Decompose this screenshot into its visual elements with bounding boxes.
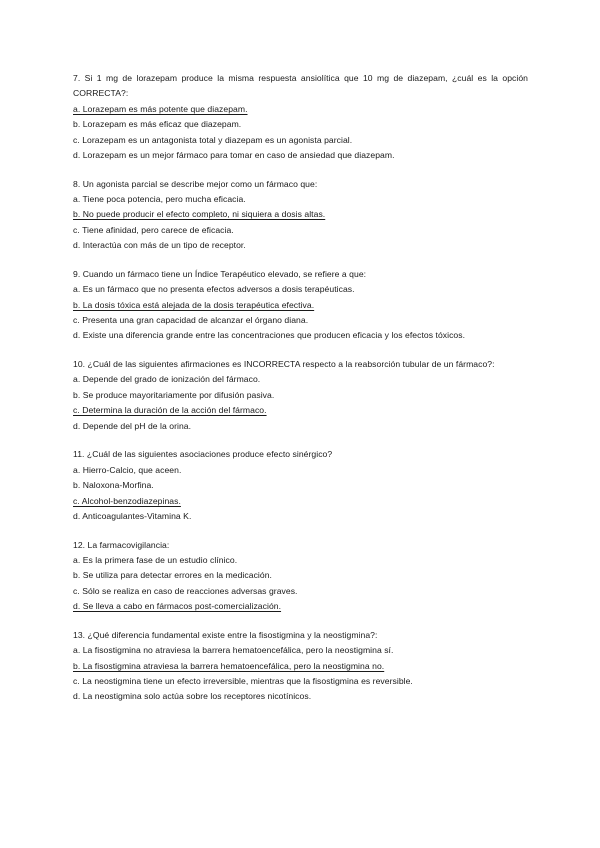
option-b: b. Lorazepam es más eficaz que diazepam. <box>73 119 242 130</box>
option-b-correct: b. No puede producir el efecto completo, ni siquiera a dosis altas. <box>73 209 326 220</box>
option-c-correct: c. Determina la duración de la acción del fármaco. <box>73 405 267 416</box>
question-7 <box>73 71 528 163</box>
question-stem: 8. Un agonista parcial se describe mejor como un fármaco que: <box>73 178 318 189</box>
option-a: a. La fisostigmina no atraviesa la barrera hematoencefálica, pero la neostigmina sí. <box>73 645 394 656</box>
quiz-page <box>73 71 528 718</box>
option-a-correct: a. Lorazepam es más potente que diazepam. <box>73 103 248 114</box>
option-d: d. La neostigmina solo actúa sobre los receptores nicotínicos. <box>73 691 312 702</box>
option-b-correct: b. La dosis tóxica está alejada de la dosis terapéutica efectiva. <box>73 299 315 310</box>
option-c: c. Sólo se realiza en caso de reacciones adversas graves. <box>73 585 298 596</box>
option-d: d. Lorazepam es un mejor fármaco para tomar en caso de ansiedad que diazepam. <box>73 150 395 161</box>
question-stem: 10. ¿Cuál de las siguientes afirmaciones es INCORRECTA respecto a la reabsorción tubular de un fármaco?: <box>73 359 495 370</box>
option-c: c. Tiene afinidad, pero carece de eficacia. <box>73 224 234 235</box>
option-a: a. Hierro-Calcio, que aceen. <box>73 464 182 475</box>
option-c: c. Presenta una gran capacidad de alcanzar el órgano diana. <box>73 315 309 326</box>
question-10 <box>73 357 528 434</box>
question-stem: 7. Si 1 mg de lorazepam produce la misma respuesta ansiolítica que 10 mg de diazepam, ¿cuál es la opción CORRECTA?: <box>73 73 528 99</box>
option-d: d. Depende del pH de la orina. <box>73 420 192 431</box>
question-9 <box>73 267 528 344</box>
option-c: c. Lorazepam es un antagonista total y diazepam es un agonista parcial. <box>73 134 353 145</box>
option-c: c. La neostigmina tiene un efecto irreversible, mientras que la fisostigmina es reversible. <box>73 675 413 686</box>
option-a: a. Depende del grado de ionización del fármaco. <box>73 374 261 385</box>
option-b: b. Se utiliza para detectar errores en la medicación. <box>73 570 272 581</box>
option-d-correct: d. Se lleva a cabo en fármacos post-comercialización. <box>73 601 282 612</box>
question-11 <box>73 447 528 524</box>
option-a: a. Tiene poca potencia, pero mucha eficacia. <box>73 194 246 205</box>
option-b: b. Naloxona-Morfina. <box>73 480 154 491</box>
option-d: d. Existe una diferencia grande entre las concentraciones que producen eficacia y los efectos tóxicos. <box>73 330 466 341</box>
question-stem: 13. ¿Qué diferencia fundamental existe entre la fisostigmina y la neostigmina?: <box>73 629 378 640</box>
question-13 <box>73 628 528 705</box>
option-c-correct: c. Alcohol-benzodiazepinas. <box>73 495 181 506</box>
question-12 <box>73 538 528 615</box>
option-a: a. Es un fármaco que no presenta efectos adversos a dosis terapéuticas. <box>73 284 355 295</box>
question-stem: 11. ¿Cuál de las siguientes asociaciones produce efecto sinérgico? <box>73 449 333 460</box>
option-d: d. Anticoagulantes-Vitamina K. <box>73 510 192 521</box>
question-stem: 9. Cuando un fármaco tiene un Índice Terapéutico elevado, se refiere a que: <box>73 268 367 279</box>
option-a: a. Es la primera fase de un estudio clínico. <box>73 554 238 565</box>
question-8 <box>73 177 528 254</box>
option-d: d. Interactúa con más de un tipo de receptor. <box>73 240 246 251</box>
question-stem: 12. La farmacovigilancia: <box>73 539 170 550</box>
option-b-correct: b. La fisostigmina atraviesa la barrera hematoencefálica, pero la neostigmina no. <box>73 660 385 671</box>
option-b: b. Se produce mayoritariamente por difusión pasiva. <box>73 389 275 400</box>
